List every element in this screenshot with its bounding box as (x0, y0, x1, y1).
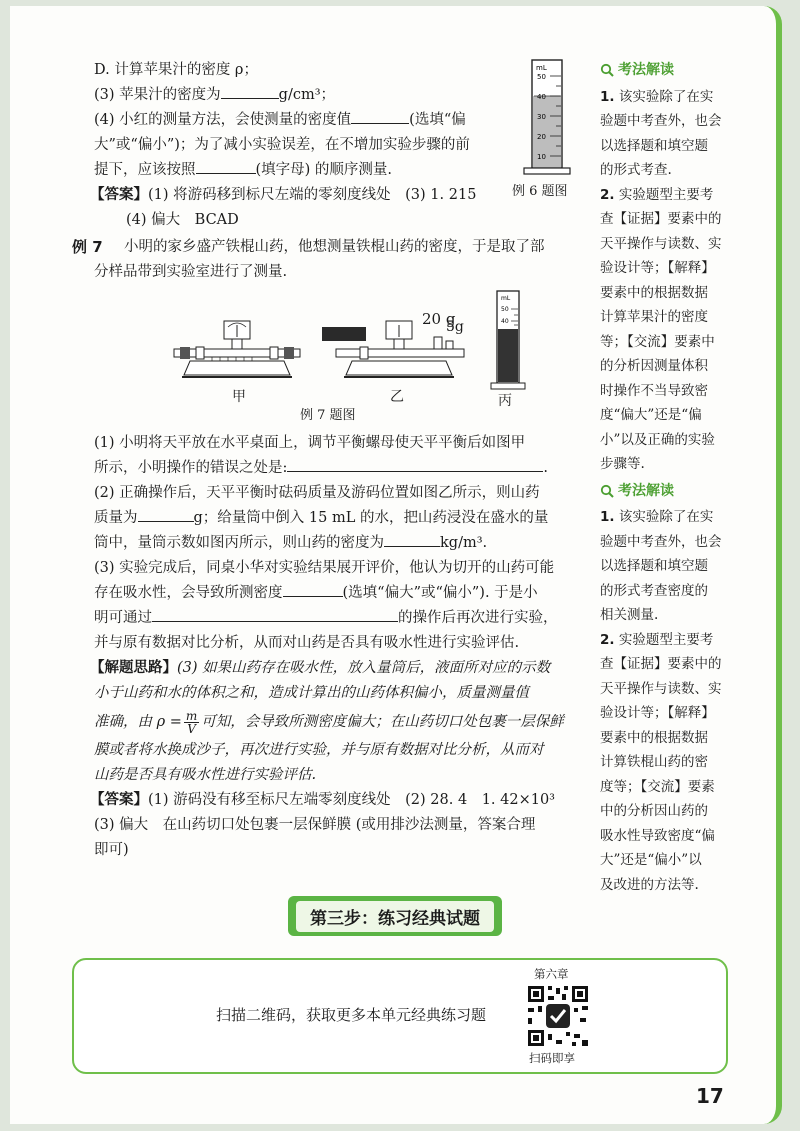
ex7-weight-5g: 5g (446, 319, 464, 335)
part-2-line-2: 质量为 g；给量筒中倒入 15 mL 的水，把山药浸没在盛水的量 (94, 506, 586, 531)
part-3-line-1: (3) 实验完成后，同桌小华对实验结果展开评价，他认为切开的山药可能 (94, 560, 555, 576)
think-line-5: 山药是否具有吸水性进行实验评估. (94, 767, 317, 783)
sidebar-line: 1. 该实验除了在实 (600, 509, 714, 525)
sidebar-title-2: 考法解读 (600, 479, 750, 504)
sidebar-line: 度“偏大”还是“偏 (600, 407, 702, 423)
density-formula: $\frac{m}{V}$ (185, 708, 198, 736)
part-2-line-1: (2) 正确操作后，天平平衡时砝码质量及游码位置如图乙所示，则山药 (94, 485, 540, 501)
answer-1-line-1: 【答案】(1) 将游码移到标尺左端的零刻度线处 (3) 1. 215 (90, 187, 477, 203)
sidebar-line: 吸水性导致密度“偏 (600, 827, 715, 844)
ex7-weight-20g: 20 g (422, 310, 456, 328)
part-d-line: D. 计算苹果汁的密度 ρ； (94, 62, 258, 78)
main-column (72, 58, 586, 863)
q4-line-2: 大”或“偏小”)；为了减小实验误差，在不增加实验步骤的前 (94, 137, 470, 153)
part-1-line-1: (1) 小明将天平放在水平桌面上，调节平衡螺母使天平平衡后如图甲 (94, 435, 526, 451)
answer-blank[interactable] (287, 456, 543, 472)
answer-blank[interactable] (196, 158, 256, 174)
sidebar-line: 的形式考查. (600, 162, 672, 178)
example-7-label: 例 7 (72, 238, 103, 256)
fig7-label-bing: 丙 (498, 393, 512, 409)
sidebar-line: 2. 实验题型主要考 (600, 631, 714, 648)
ex7-unit-label: mL (501, 295, 511, 302)
answer-1-line-2: (4) 偏大 BCAD (126, 212, 239, 228)
answer-blank[interactable] (221, 83, 279, 99)
sidebar-line: 验题中考查外，也会 (600, 113, 722, 129)
qr-caption: 扫码即享 (529, 1051, 575, 1065)
ex6-tick-30: 30 (537, 113, 546, 121)
sidebar-line: 1. 该实验除了在实 (600, 88, 714, 105)
ex6-unit-label: mL (536, 64, 547, 72)
example-7-line-2: 分样品带到实验室进行了测量. (94, 264, 288, 280)
sidebar-line: 以选择题和填空题 (600, 558, 708, 574)
sidebar-para-1 (600, 85, 750, 477)
sidebar-line: 计算苹果汁的密度 (600, 309, 708, 325)
ex7-tick-40: 40 (501, 318, 509, 325)
sidebar-title-1: 考法解读 (600, 58, 750, 83)
q4-line-3: 提下，应该按照 (填字母) 的顺序测量. (94, 158, 586, 183)
magnifier-icon (600, 63, 614, 77)
page (10, 6, 782, 1124)
sidebar-line: 及改进的方法等. (600, 876, 699, 893)
sidebar-line: 等；【交流】要素中 (600, 333, 715, 350)
sidebar-line: 验题中考查外，也会 (600, 533, 722, 550)
sidebar-line: 步骤等. (600, 456, 645, 472)
part-2-line-3: 筒中，量筒示数如图丙所示，则山药的密度为 kg/m³. (94, 531, 586, 556)
ex6-tick-20: 20 (537, 133, 546, 141)
answer-2-line-2: (3) 偏大 在山药切口处包裹一层保鲜膜 (或用排沙法测量，答案合理 (94, 817, 536, 833)
qr-code-icon[interactable] (526, 984, 590, 1048)
sidebar-line: 天平操作与读数、实 (600, 680, 722, 697)
fig7-label-jia: 甲 (232, 389, 246, 405)
qr-panel (72, 958, 728, 1074)
step-banner (288, 896, 502, 936)
sidebar-line: 相关测量. (600, 607, 659, 623)
page-number: 17 (696, 1084, 724, 1108)
answer-blank[interactable] (283, 581, 343, 597)
think-line-3: 准确，由 ρ = $\frac{m}{V}$ 可知，会导致所测密度偏大；在山药切口处包裹一层保鲜 (94, 708, 564, 736)
part-3-line-2: 存在吸水性，会导致所测密度 (选填“偏大”或“偏小”). 于是小 (94, 581, 586, 606)
sidebar-line: 小”以及正确的实验 (600, 431, 715, 448)
sidebar (600, 58, 750, 897)
fig7-label-yi: 乙 (390, 389, 404, 405)
answer-2-line-1: 【答案】(1) 游码没有移至标尺左端零刻度线处 (2) 28. 4 1. 42×10³ (90, 792, 555, 808)
figure-ex7-balance-jia (172, 317, 302, 387)
think-line-4: 膜或者将水换成沙子，再次进行实验，并与原有数据对比分析，从而对 (94, 742, 544, 758)
magnifier-icon (600, 484, 614, 498)
ex7-tick-50: 50 (501, 306, 509, 313)
sidebar-line: 要素中的根据数据 (600, 729, 708, 746)
answer-blank[interactable] (138, 506, 194, 522)
answer-blank[interactable] (384, 531, 440, 547)
sidebar-line: 验设计等；【解释】 (600, 260, 715, 276)
sidebar-line: 时操作不当导致密 (600, 382, 708, 399)
ex6-tick-50: 50 (537, 73, 546, 81)
sidebar-line: 中的分析因山药的 (600, 803, 708, 819)
answer-tag: 【答案】 (90, 792, 148, 808)
qr-chapter-label: 第六章 (534, 967, 569, 981)
figure-ex7-cylinder-bing (489, 289, 529, 393)
q4-line-1: (4) 小红的测量方法，会使测量的密度值 (选填“偏 (94, 108, 586, 133)
sidebar-line: 要素中的根据数据 (600, 284, 708, 301)
sidebar-line: 大”还是“偏小”以 (600, 852, 702, 868)
qr-instruction: 扫描二维码，获取更多本单元经典练习题 (216, 1006, 487, 1024)
part-1-line-2: 所示，小明操作的错误之处是: . (94, 456, 586, 481)
think-tag: 【解题思路】 (90, 660, 177, 676)
example-7-line-1: 例 7 小明的家乡盛产铁棍山药，他想测量铁棍山药的密度，于是取了部 (94, 235, 586, 260)
sidebar-line: 2. 实验题型主要考 (600, 186, 714, 203)
figure-ex6-caption: 例 6 题图 (512, 184, 568, 199)
answer-blank[interactable] (351, 108, 409, 124)
think-line-1: 【解题思路】(3) 如果山药存在吸水性，放入量筒后，液面所对应的示数 (90, 660, 551, 676)
sidebar-line: 度等；【交流】要素 (600, 778, 715, 795)
answer-blank[interactable] (152, 606, 398, 622)
part-3-line-4: 并与原有数据对比分析，从而对山药是否具有吸水性进行实验评估. (94, 635, 520, 651)
figure-ex7-caption: 例 7 题图 (300, 408, 356, 423)
answer-2-line-3: 即可) (94, 842, 129, 858)
sidebar-line: 的形式考查密度的 (600, 582, 708, 599)
answer-tag: 【答案】 (90, 187, 148, 203)
sidebar-para-2 (600, 505, 750, 897)
step-title: 第三步：练习经典试题 (296, 901, 494, 932)
sidebar-line: 查【证据】要素中的 (600, 211, 722, 227)
sidebar-line: 验设计等；【解释】 (600, 705, 715, 721)
sidebar-line: 以选择题和填空题 (600, 137, 708, 154)
sidebar-line: 的分析因测量体积 (600, 358, 708, 374)
q3-line: (3) 苹果汁的密度为 g/cm³； (94, 83, 586, 108)
sidebar-line: 查【证据】要素中的 (600, 656, 722, 672)
think-line-2: 小于山药和水的体积之和，造成计算出的山药体积偏小，质量测量值 (94, 685, 529, 701)
figure-ex7 (94, 289, 586, 421)
part-3-line-3: 明可通过 的操作后再次进行实验， (94, 606, 586, 631)
ex6-tick-10: 10 (537, 153, 546, 161)
sidebar-line: 计算铁棍山药的密 (600, 754, 708, 770)
ex6-tick-40: 40 (537, 93, 546, 101)
sidebar-line: 天平操作与读数、实 (600, 235, 722, 252)
